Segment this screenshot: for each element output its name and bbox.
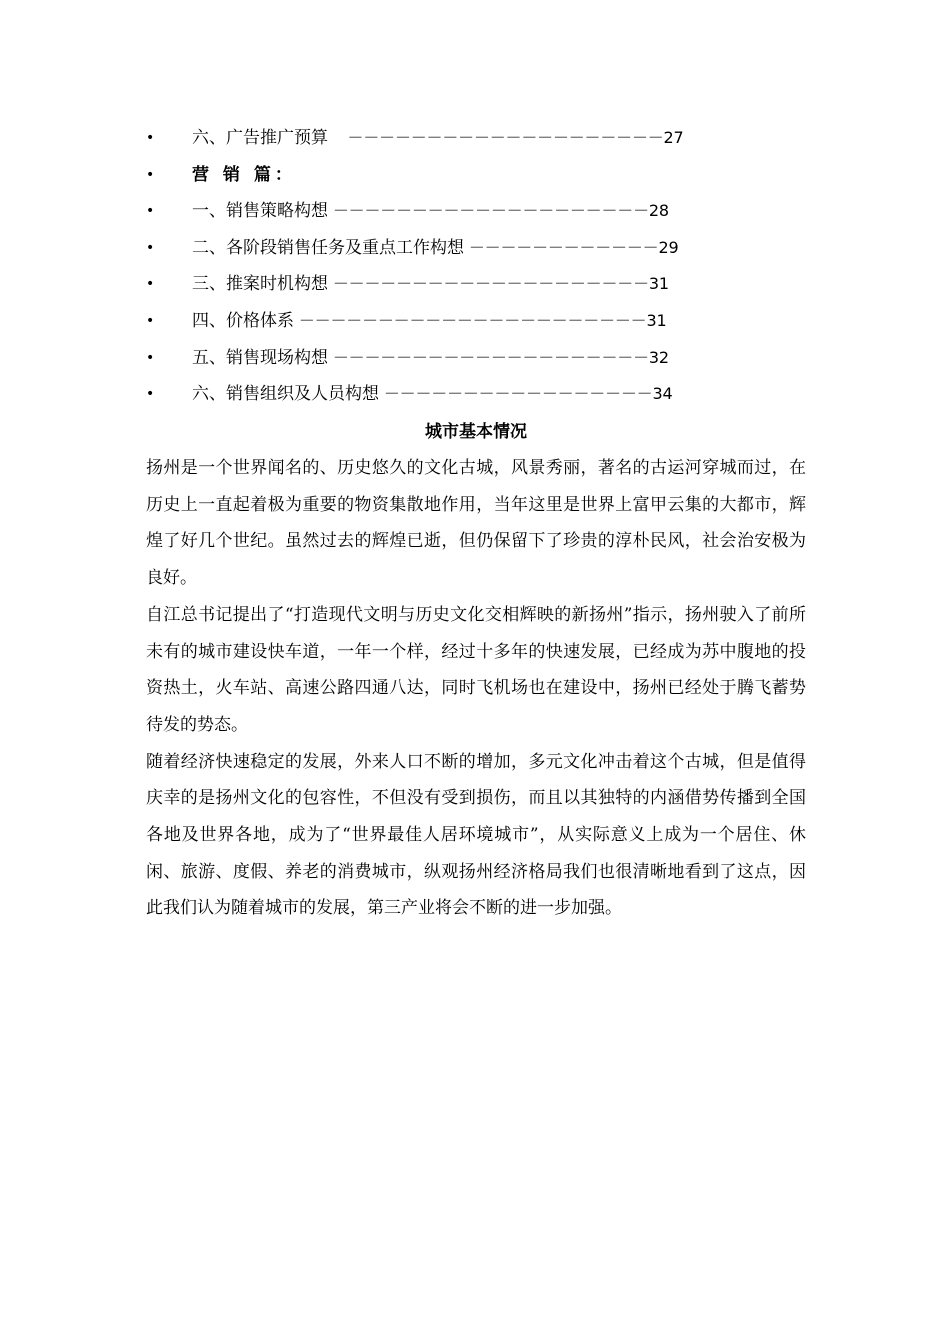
toc-entry-leader-page: －－－－－－－－－－－－－－－－－34 xyxy=(379,384,673,404)
toc-entry-leader-page: －－－－－－－－－－－－－－－－－－－－27 xyxy=(328,128,684,147)
toc-entry-ad-budget[interactable] xyxy=(146,120,806,157)
toc-entry-leader-page: －－－－－－－－－－－－－－－－－－－－28 xyxy=(328,201,669,221)
toc-entry-title: 五、销售现场构想 xyxy=(192,347,328,368)
toc-entry-sales-organization[interactable] xyxy=(146,376,806,413)
bullet-icon: • xyxy=(146,349,155,366)
toc-entry-leader-page: －－－－－－－－－－－－－－－－－－－－－－31 xyxy=(294,310,667,330)
toc-entry-sales-strategy[interactable] xyxy=(146,193,806,230)
section-body xyxy=(146,450,806,927)
toc-entry-title: 六、销售组织及人员构想 xyxy=(192,384,379,405)
toc-entry-text xyxy=(192,376,672,413)
toc-entry-text xyxy=(192,230,678,267)
bullet-icon: • xyxy=(146,130,155,146)
paragraph: 自江总书记提出了“打造现代文明与历史文化交相辉映的新扬州”指示，扬州驶入了前所未有的城市建设快车道，一年一个样，经过十多年的快速发展，已经成为苏中腹地的投资热土，火车站、高速公路四通八达，同时飞机场也在建设中，扬州已经处于腾飞蓄势待发的势态。 xyxy=(146,604,806,735)
toc-entry-text xyxy=(192,340,669,377)
toc-entry-text xyxy=(192,193,669,230)
toc-entry-title: 二、各阶段销售任务及重点工作构想 xyxy=(192,237,464,258)
toc-section-heading: 营 销 篇： xyxy=(192,164,296,185)
toc-entry-title: 一、销售策略构想 xyxy=(192,201,328,222)
bullet-icon: • xyxy=(146,312,155,329)
bullet-icon: • xyxy=(146,386,155,403)
paragraph: 扬州是一个世界闻名的、历史悠久的文化古城，风景秀丽，著名的古运河穿城而过，在历史上一直起着极为重要的物资集散地作用，当年这里是世界上富甲云集的大都市，辉煌了好几个世纪。虽然过去的辉煌已逝，但仍保留下了珍贵的淳朴民风，社会治安极为良好。 xyxy=(146,458,806,589)
table-of-contents xyxy=(146,120,806,413)
toc-entry-leader-page: －－－－－－－－－－－－－－－－－－－－31 xyxy=(328,274,669,294)
toc-entry-text xyxy=(192,303,666,340)
toc-entry-text xyxy=(192,266,669,303)
toc-entry-text xyxy=(192,120,684,157)
toc-entry-title: 四、价格体系 xyxy=(192,310,294,331)
toc-entry-leader-page: －－－－－－－－－－－－29 xyxy=(464,237,679,257)
toc-entry-title: 六、广告推广预算 xyxy=(192,128,328,148)
toc-entry-leader-page: －－－－－－－－－－－－－－－－－－－－32 xyxy=(328,347,669,367)
bullet-icon: • xyxy=(146,276,155,293)
toc-entry-price-system[interactable] xyxy=(146,303,806,340)
bullet-icon: • xyxy=(146,166,155,183)
toc-section-marketing[interactable] xyxy=(146,157,806,194)
bullet-icon: • xyxy=(146,203,155,220)
paragraph: 随着经济快速稳定的发展，外来人口不断的增加，多元文化冲击着这个古城，但是值得庆幸的是扬州文化的包容性，不但没有受到损伤，而且以其独特的内涵借势传播到全国各地及世界各地，成为了“世界最佳人居环境城市”，从实际意义上成为一个居住、休闲、旅游、度假、养老的消费城市，纵观扬州经济格局我们也很清晰地看到了这点，因此我们认为随着城市的发展，第三产业将会不断的进一步加强。 xyxy=(146,751,806,919)
section-title: 城市基本情况 xyxy=(425,422,527,442)
bullet-icon: • xyxy=(146,239,155,256)
toc-entry-launch-timing[interactable] xyxy=(146,266,806,303)
toc-entry-sales-site[interactable] xyxy=(146,340,806,377)
toc-entry-title: 三、推案时机构想 xyxy=(192,274,328,295)
toc-entry-stage-tasks[interactable] xyxy=(146,230,806,267)
